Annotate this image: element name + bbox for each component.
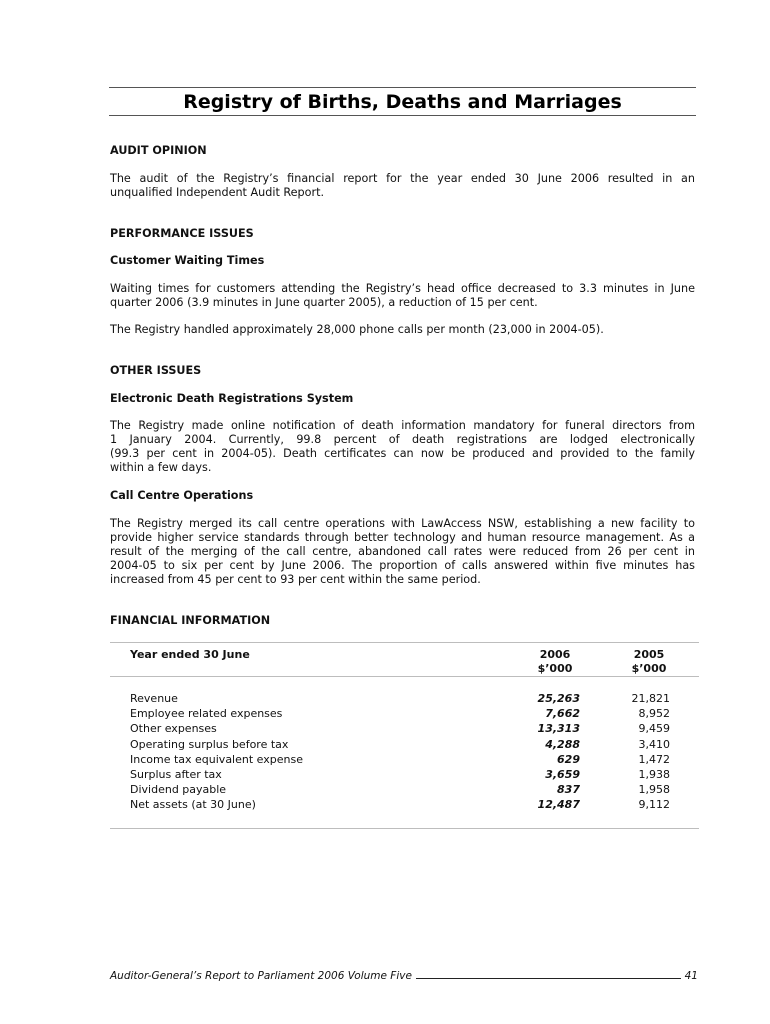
title-block [109, 87, 696, 116]
row-value-2005: 8,952 [638, 707, 670, 721]
call-centre-line-1: The Registry merged its call centre operations with LawAccess NSW, establishing a new facility to [110, 517, 695, 530]
row-label: Operating surplus before tax [130, 737, 289, 751]
financial-section [110, 614, 695, 627]
edrs-line-3: (99.3 per cent in 2004-05). Death certificates can now be produced and provided to the family [110, 447, 695, 460]
performance-heading: PERFORMANCE ISSUES [110, 227, 254, 240]
row-value-2005: 1,938 [638, 767, 670, 781]
edrs-paragraph [110, 419, 695, 475]
row-label: Income tax equivalent expense [130, 752, 303, 766]
column-header-2005-unit: $’000 [631, 662, 667, 675]
row-label: Employee related expenses [130, 707, 283, 721]
table-row [110, 767, 699, 782]
column-header-label: Year ended 30 June [130, 648, 250, 661]
row-label: Surplus after tax [130, 767, 222, 781]
row-value-2005: 9,459 [638, 722, 670, 736]
table-row [110, 782, 699, 797]
footer-rule [416, 978, 681, 979]
row-value-2005: 1,958 [638, 783, 670, 797]
row-value-2005: 21,821 [631, 692, 670, 705]
edrs-line-4: within a few days. [110, 461, 212, 474]
column-header-2006-unit: $’000 [537, 662, 573, 675]
audit-opinion-heading: AUDIT OPINION [110, 144, 207, 157]
column-header-2006 [530, 648, 580, 676]
phone-calls-line: The Registry handled approximately 28,000 phone calls per month (23,000 in 2004-05). [110, 323, 604, 336]
audit-opinion-section [110, 144, 695, 157]
call-centre-subsection [110, 489, 695, 502]
row-label: Revenue [130, 692, 178, 705]
row-value-2006: 12,487 [537, 798, 580, 812]
table-row [110, 691, 699, 706]
column-header-2005 [624, 648, 674, 676]
edrs-line-1: The Registry made online notification of death information mandatory for funeral directors from [110, 419, 695, 432]
row-label: Dividend payable [130, 783, 227, 797]
audit-opinion-line-1: The audit of the Registry’s financial report for the year ended 30 June 2006 resulted in an [110, 172, 695, 185]
edrs-line-2: 1 January 2004. Currently, 99.8 percent of death registrations are lodged electronically [110, 433, 695, 446]
other-issues-section [110, 364, 695, 377]
row-value-2006: 13,313 [537, 722, 580, 736]
table-body [110, 677, 699, 828]
call-centre-paragraph [110, 517, 695, 587]
column-header-2006-year: 2006 [539, 648, 571, 661]
waiting-times-line-1: Waiting times for customers attending the Registry’s head office decreased to 3.3 minutes in June [110, 282, 695, 295]
row-label: Net assets (at 30 June) [130, 798, 256, 812]
row-value-2005: 3,410 [638, 737, 670, 751]
page-footer [110, 966, 698, 982]
financial-heading: FINANCIAL INFORMATION [110, 614, 271, 627]
row-value-2005: 1,472 [638, 752, 670, 766]
audit-opinion-line-2: unqualified Independent Audit Report. [110, 186, 325, 199]
edrs-subsection [110, 392, 695, 405]
call-centre-line-2: provide higher service standards through better technology and human resource management. As a [110, 531, 695, 544]
table-row [110, 706, 699, 721]
call-centre-line-4: 2004-05 to six per cent by June 2006. The proportion of calls answered within five minutes has [110, 559, 695, 572]
performance-subsection [110, 254, 695, 267]
row-value-2006: 25,263 [537, 692, 580, 705]
row-value-2006: 4,288 [545, 737, 580, 751]
waiting-times-line-2: quarter 2006 (3.9 minutes in June quarter 2005), a reduction of 15 per cent. [110, 296, 538, 309]
table-row [110, 737, 699, 752]
call-centre-line-3: result of the merging of the call centre, abandoned call rates were reduced from 26 per cent in [110, 545, 695, 558]
page-title: Registry of Births, Deaths and Marriages [183, 91, 622, 113]
table-row [110, 721, 699, 736]
page-number: 41 [684, 970, 698, 982]
row-value-2006: 3,659 [545, 767, 580, 781]
call-centre-line-5: increased from 45 per cent to 93 per cent within the same period. [110, 573, 481, 586]
financial-table [110, 642, 699, 829]
table-header-row [110, 643, 699, 676]
table-row [110, 797, 699, 812]
performance-section [110, 227, 695, 240]
call-centre-heading: Call Centre Operations [110, 489, 254, 502]
customer-waiting-times-heading: Customer Waiting Times [110, 254, 265, 267]
table-bottom-rule [110, 828, 699, 829]
column-header-2005-year: 2005 [633, 648, 665, 661]
footer-text: Auditor-General’s Report to Parliament 2006 Volume Five [110, 970, 412, 982]
edrs-heading: Electronic Death Registrations System [110, 392, 354, 405]
row-value-2005: 9,112 [638, 798, 670, 812]
row-value-2006: 629 [557, 752, 580, 766]
phone-calls-paragraph [110, 323, 695, 337]
row-value-2006: 7,662 [545, 707, 580, 721]
other-issues-heading: OTHER ISSUES [110, 364, 202, 377]
waiting-times-paragraph [110, 282, 695, 310]
audit-opinion-paragraph [110, 172, 695, 200]
table-row [110, 752, 699, 767]
row-label: Other expenses [130, 722, 217, 736]
row-value-2006: 837 [557, 783, 580, 797]
